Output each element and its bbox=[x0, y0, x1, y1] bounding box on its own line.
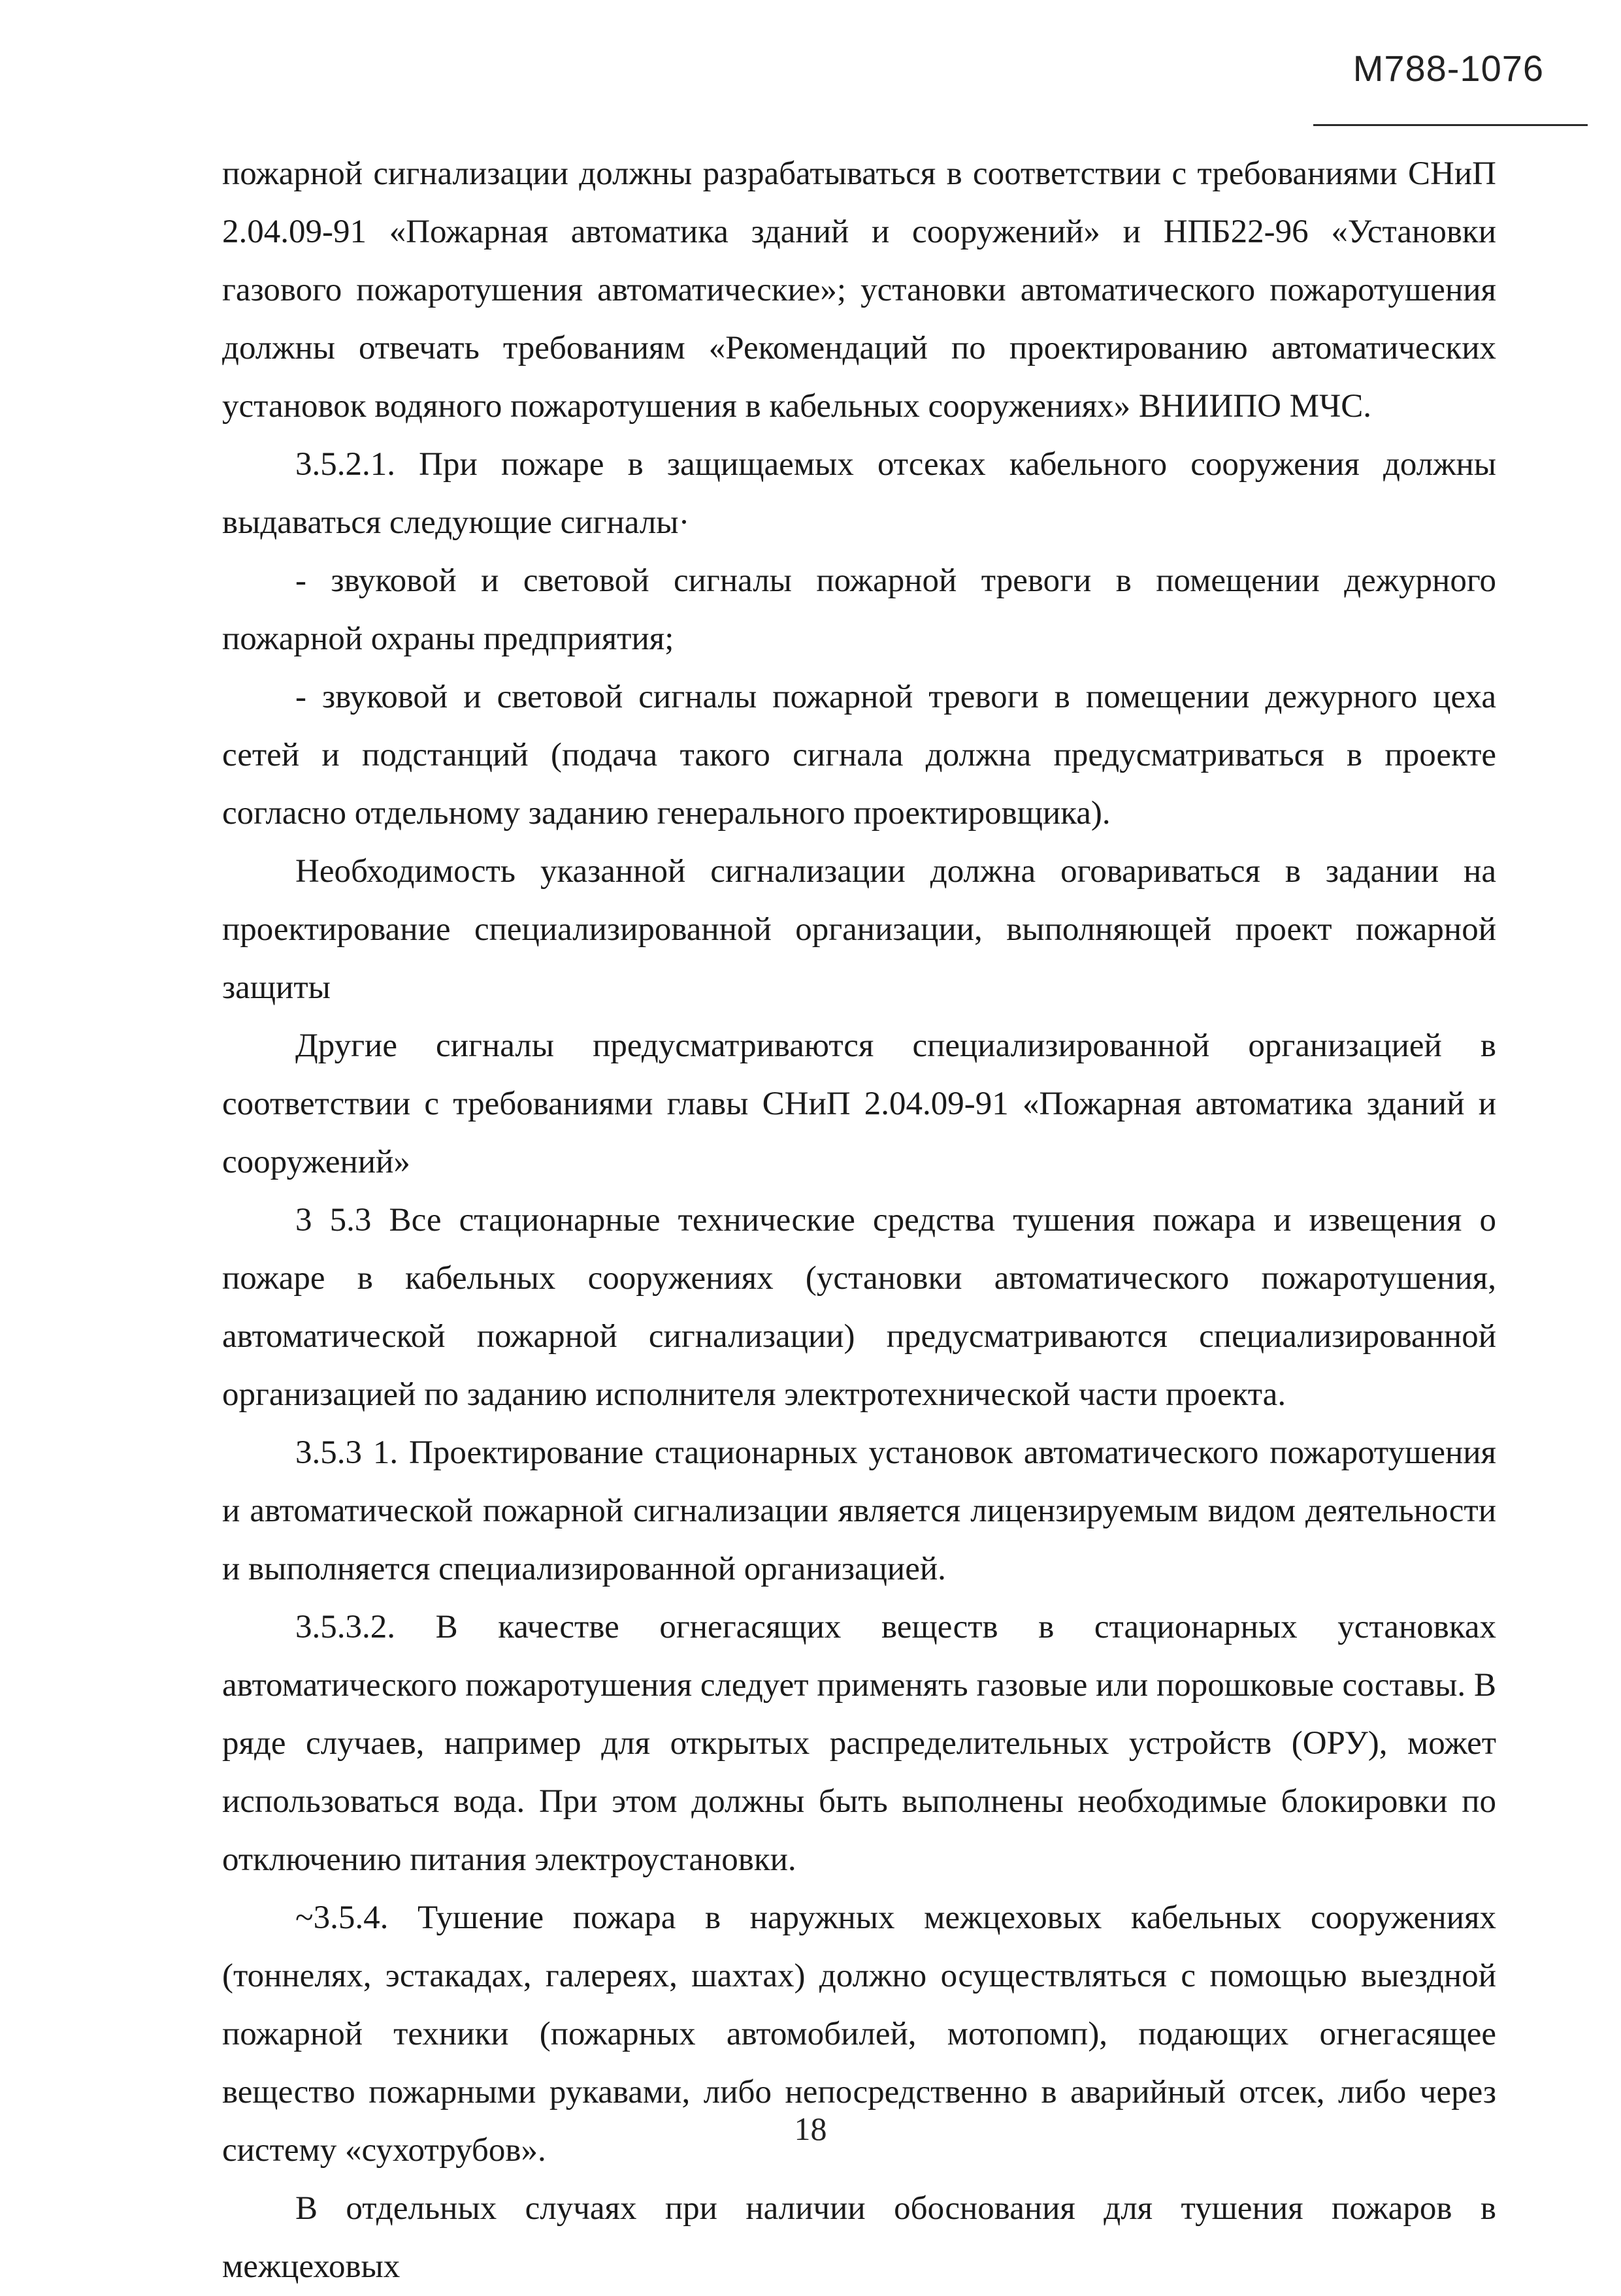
paragraph-7: 3 5.3 Все стационарные технические средства тушения пожара и извещения о пожаре в кабельных сооружениях (установки автоматического пожаротушения, автоматической пожарной сигнализации) предусматриваются специализированной организацией по заданию исполнителя электротехнической части проекта. bbox=[222, 1202, 1496, 1413]
document-code: М788-1076 bbox=[1352, 48, 1544, 89]
paragraph-5: Необходимость указанной сигнализации должна оговариваться в задании на проектирование специализированной организации, выполняющей проект пожарной защиты bbox=[222, 853, 1496, 1006]
paragraph-8: 3.5.3 1. Проектирование стационарных установок автоматического пожаротушения и автоматической пожарной сигнализации является лицензируемым видом деятельности и выполняется специализированной организацией. bbox=[222, 1434, 1496, 1587]
paragraph-3: - звуковой и световой сигналы пожарной тревоги в помещении дежурного пожарной охраны предприятия; bbox=[222, 562, 1496, 657]
paragraph-9: 3.5.3.2. В качестве огнегасящих веществ в стационарных установках автоматического пожаротушения следует применять газовые или порошковые составы. В ряде случаев, например для открытых распределительных устройств (ОРУ), может использоваться вода. При этом должны быть выполнены необходимые блокировки по отключению питания электроустановки. bbox=[222, 1609, 1496, 1878]
page-number: 18 bbox=[794, 2110, 827, 2147]
document-body bbox=[222, 145, 1496, 2296]
paragraph-10: ~3.5.4. Тушение пожара в наружных межцеховых кабельных сооружениях (тоннелях, эстакадах, галереях, шахтах) должно осуществляться с помощью выездной пожарной техники (пожарных автомобилей, мотопомп), подающих огнегасящее вещество пожарными рукавами, либо непосредственно в аварийный отсек, либо через систему «сухотрубов». bbox=[222, 1900, 1496, 2169]
header-rule bbox=[1313, 124, 1588, 126]
paragraph-2: 3.5.2.1. При пожаре в защищаемых отсеках кабельного сооружения должны выдаваться следующие сигналы· bbox=[222, 446, 1496, 541]
paragraph-4: - звуковой и световой сигналы пожарной тревоги в помещении дежурного цеха сетей и подстанций (подача такого сигнала должна предусматриваться в проекте согласно отдельному заданию генерального проектировщика). bbox=[222, 679, 1496, 832]
paragraph-6: Другие сигналы предусматриваются специализированной организацией в соответствии с требованиями главы СНиП 2.04.09-91 «Пожарная автоматика зданий и сооружений» bbox=[222, 1027, 1496, 1180]
paragraph-1: пожарной сигнализации должны разрабатываться в соответствии с требованиями СНиП 2.04.09-91 «Пожарная автоматика зданий и сооружений» и НПБ22-96 «Установки газового пожаротушения автоматические»; установки автоматического пожаротушения должны отвечать требованиям «Рекомендаций по проектированию автоматических установок водяного пожаротушения в кабельных сооружениях» ВНИИПО МЧС. bbox=[222, 155, 1496, 425]
paragraph-11: В отдельных случаях при наличии обоснования для тушения пожаров в межцеховых bbox=[222, 2190, 1496, 2285]
